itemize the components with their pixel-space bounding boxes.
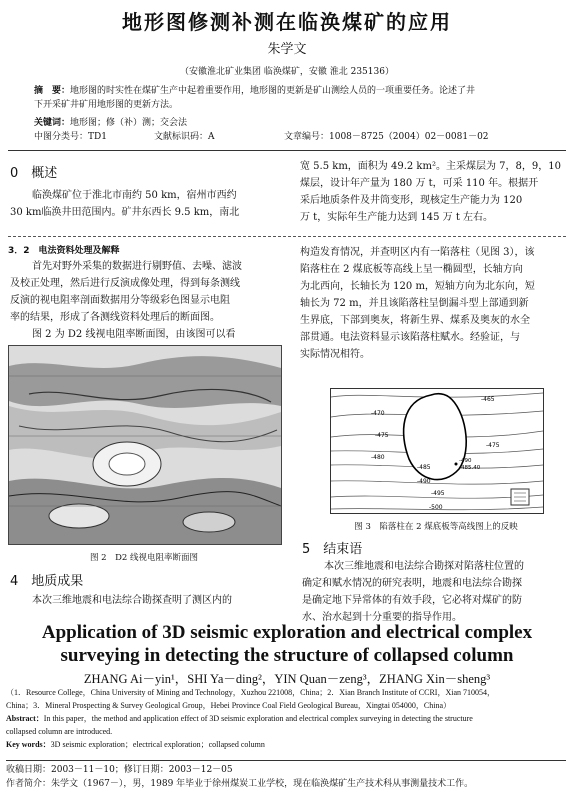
clc-number: 中图分类号：TD1 (34, 132, 107, 142)
text-line: 率的结果，形成了各测线资料处理后的断面图。 (10, 312, 220, 323)
affil-line: （1．Resource College，China University of Mining and Technology，Xuzhou 221008，China；2．Xian Branch Institute of CCRI，Xian 710054， (6, 688, 496, 697)
text-line: 反演的视电阻率剖面数据用分等级彩色图显示电阻 (10, 295, 230, 306)
figure2-caption: 图 2 D2 线视电阻率断面图 (89, 553, 199, 563)
resistivity-section-graphic (9, 346, 281, 544)
text-line: 宽 5.5 km，面积为 49.2 km²。主采煤层为 7，8，9，10 (300, 161, 561, 172)
figure2-image (8, 345, 282, 545)
section-heading: 5 结束语 (302, 542, 363, 557)
contour-label: -495 (431, 490, 445, 497)
abstract-line: 地形图的时实性在煤矿生产中起着重要作用，地形图的更新是矿山测绘人员的一项重要任务。论述了井 (70, 86, 476, 96)
english-authors: ZHANG Ai－yin¹，SHI Ya－ding²，YIN Quan－zeng³，ZHANG Xin－sheng³ (83, 672, 491, 686)
text-line: 轴长为 72 m，并且该陷落柱呈倒漏斗型上部通到新 (300, 298, 529, 309)
abstract-en: collapsed column are introduced. (6, 727, 113, 736)
text-line: 临涣煤矿位于淮北市南约 50 km，宿州市西约 (32, 190, 237, 201)
abstract-en: In this paper，the method and application effect of 3D seismic exploration and electrical complex surveying in detecting the structure (43, 714, 473, 723)
keywords-en: 3D seismic exploration；electrical exploration；collapsed column (50, 740, 265, 749)
affil-line: China；3．Mineral Prospecting & Survey Geological Group，Hebei Province Coal Field Geological Bureau，Xingtai 054000，China） (6, 701, 452, 710)
keywords-label-en: Key words： (6, 740, 51, 749)
contour-label: -475 (486, 442, 500, 449)
affiliation: （安徽淮北矿业集团 临涣煤矿，安徽 淮北 235136） (180, 67, 394, 77)
text-line: 确定和赋水情况的研究表明，地震和电法综合勘探 (302, 578, 522, 589)
section4-text (10, 592, 282, 609)
received-date: 收稿日期：2003－11－10；修订日期：2003－12－05 (6, 765, 233, 775)
text-line: 万 t，实际年生产能力达到 145 万 t 左右。 (300, 212, 494, 223)
section-heading: 0 概述 (10, 166, 58, 181)
english-affiliation (6, 686, 570, 751)
point-label: -490 (459, 458, 472, 464)
text-line: 及校正处理，然后进行反演成像处理，得到每条测线 (10, 278, 240, 289)
text-line: 30 km临涣井田范围内。矿井东西长 9.5 km，南北 (10, 207, 240, 218)
figure3-image (330, 388, 544, 514)
text-line: 图 2 为 D2 线视电阻率断面图，由该图可以看 (32, 329, 236, 340)
text-line: 构造发育情况，并查明区内有一陷落柱（见图 3），该 (300, 247, 535, 258)
contour-label: -485 (417, 464, 431, 471)
text-line: 本次三维地震和电法综合勘探对陷落柱位置的 (324, 561, 524, 572)
keywords: 地形图；修（补）测；交会法 (70, 118, 188, 128)
text-line: 是确定地下异常体的有效手段，它必将对煤矿的防 (302, 595, 522, 606)
text-line: 陷落柱在 2 煤底板等高线上呈一椭圆型，长轴方向 (300, 264, 523, 275)
paper-title: 地形图修测补测在临涣煤矿的应用 (122, 10, 452, 34)
section32-right (300, 244, 568, 363)
text-line: 采后地质条件及井筒变形，现核定生产能力为 120 (300, 195, 523, 206)
point-label: -485.40 (459, 465, 481, 471)
text-line: 首先对野外采集的数据进行剔野值、去噪、滤波 (32, 261, 242, 272)
author: 朱学文 (267, 42, 307, 57)
text-line: 实际情况相符。 (300, 349, 370, 360)
article-number: 文章编号：1008－8725（2004）02－0081－02 (284, 132, 489, 142)
text-line: 生界底，下部到奥灰，将新生界、煤系及奥灰的水全 (300, 315, 530, 326)
english-title-line1: Application of 3D seismic exploration and electrical complex (41, 622, 533, 643)
text-line: 水、治水起到十分重要的指导作用。 (302, 612, 462, 623)
section5-text (302, 558, 568, 626)
contour-label: -480 (371, 454, 385, 461)
text-line: 部贯通。电法资料显示该陷落柱赋水。经验证，与 (300, 332, 520, 343)
abstract-label: 摘 要： (34, 86, 71, 96)
section-heading: 3．2 电法资料处理及解释 (8, 246, 120, 256)
text-line: 本次三维地震和电法综合勘探查明了测区内的 (32, 595, 232, 606)
cut-line (8, 236, 566, 237)
section-heading: 4 地质成果 (10, 574, 84, 589)
abstract-cn (34, 84, 544, 144)
contour-map-graphic (331, 389, 543, 513)
figure3-caption: 图 3 陷落柱在 2 煤底板等高线图上的反映 (354, 522, 518, 532)
author-bio: 作者简介：朱学文（1967－），男，1989 年毕业于徐州煤炭工业学校，现在临涣煤矿生产技术科从事测量技术工作。 (6, 779, 474, 789)
text-line: 煤层，设计年产量为 180 万 t，可采 110 年。根据开 (300, 178, 539, 189)
contour-label: -465 (481, 396, 495, 403)
contour-label: -475 (375, 432, 389, 439)
contour-label: -500 (429, 504, 443, 511)
survey-point (455, 463, 458, 466)
contour-label: -470 (371, 410, 385, 417)
footer-divider (6, 760, 566, 761)
english-title-line2: surveying in detecting the structure of collapsed column (60, 645, 514, 666)
collapse-column-outline (404, 394, 467, 480)
contour-label: -490 (417, 478, 431, 485)
section0-left (10, 187, 280, 221)
divider (8, 150, 566, 151)
footer (6, 763, 570, 791)
text-line: 为北西向，长轴长为 120 m，短轴方向为北东向，短 (300, 281, 535, 292)
section0-right (300, 158, 568, 226)
abstract-line: 下开采矿井矿用地形图的更新方法。 (34, 100, 179, 110)
keywords-label: 关键词： (34, 118, 71, 128)
abstract-label-en: Abstract： (6, 714, 44, 723)
doc-code: 文献标识码：A (154, 132, 215, 142)
